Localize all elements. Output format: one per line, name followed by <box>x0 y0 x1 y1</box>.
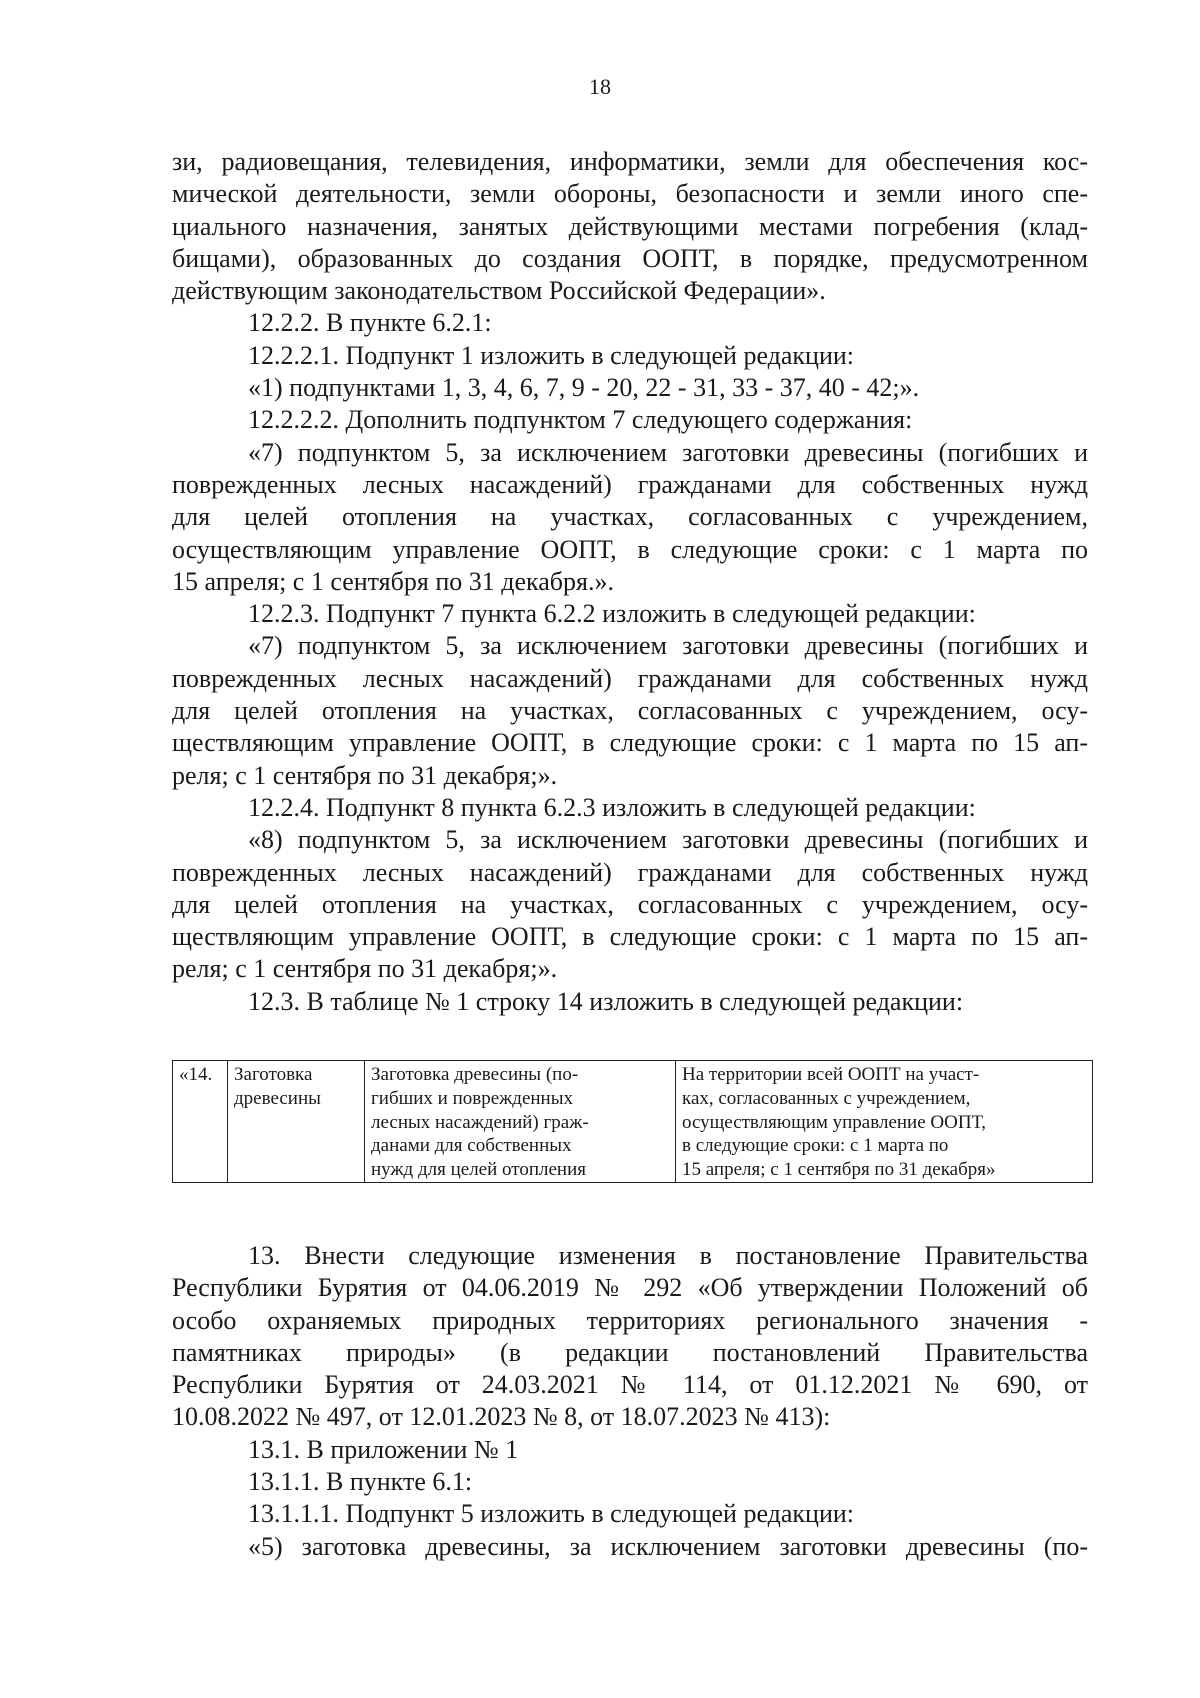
text-line: ществляющим управление ООПТ, в следующие сроки: с 1 марта по 15 ап- <box>172 922 1088 952</box>
text-line: поврежденных лесных насаждений) гражданами для собственных нужд <box>172 857 1088 887</box>
text-line: 13.1.1. В пункте 6.1: <box>248 1467 473 1497</box>
text-line: действующим законодательством Российской Федерации». <box>172 276 826 306</box>
text-line: 12.2.3. Подпункт 7 пункта 6.2.2 изложить в следующей редакции: <box>248 599 976 629</box>
text-line: 12.2.2. В пункте 6.2.1: <box>248 308 492 338</box>
page-number: 18 <box>589 74 611 99</box>
text-line: «8) подпунктом 5, за исключением заготовки древесины (погибших и <box>248 825 1088 855</box>
text-line: 15 апреля; с 1 сентября по 31 декабря.». <box>172 566 614 596</box>
text-line: зи, радиовещания, телевидения, информатики, земли для обеспечения кос- <box>172 147 1088 176</box>
text-line: «1) подпунктами 1, 3, 4, 6, 7, 9 - 20, 22 - 31, 33 - 37, 40 - 42;». <box>248 373 920 403</box>
text-line: 12.2.4. Подпункт 8 пункта 6.2.3 изложить в следующей редакции: <box>248 792 976 822</box>
text-line: 13.1. В приложении № 1 <box>248 1434 519 1464</box>
body-text-top <box>172 146 1088 1018</box>
text-line: осуществляющим управление ООПТ, в следующие сроки: с 1 марта по <box>172 534 1088 564</box>
text-line: 13. Внести следующие изменения в постановление Правительства <box>248 1241 1088 1270</box>
text-line: «5) заготовка древесины, за исключением заготовки древесины (по- <box>248 1531 1088 1561</box>
table-cell-description: Заготовка древесины (по- гибших и поврежденных лесных насаждений) граж- данами для собственных нужд для целей отопления <box>365 1061 676 1183</box>
text-line: поврежденных лесных насаждений) гражданами для собственных нужд <box>172 663 1088 693</box>
text-line: поврежденных лесных насаждений) гражданами для собственных нужд <box>172 469 1088 499</box>
table-cell-conditions: На территории всей ООПТ на участ- ках, согласованных с учреждением, осуществляющим управление ООПТ, в следующие сроки: с 1 марта по 15 апреля; с 1 сентября по 31 декабря» <box>676 1061 1093 1183</box>
text-line: для целей отопления на участках, согласованных с учреждением, осу- <box>172 889 1088 919</box>
text-line: памятниках природы» (в редакции постановлений Правительства <box>172 1337 1088 1367</box>
table-row <box>173 1061 1093 1183</box>
text-line: особо охраняемых природных территориях регионального значения - <box>172 1305 1088 1335</box>
text-line: ществляющим управление ООПТ, в следующие сроки: с 1 марта по 15 ап- <box>172 728 1088 758</box>
text-line: «7) подпунктом 5, за исключением заготовки древесины (погибших и <box>248 631 1088 661</box>
text-line: мической деятельности, земли обороны, безопасности и земли иного спе- <box>172 179 1088 209</box>
amendment-table <box>172 1060 1093 1183</box>
body-text-bottom <box>172 1240 1088 1563</box>
table-cell-row-number: «14. <box>173 1061 228 1183</box>
text-line: 13.1.1.1. Подпункт 5 изложить в следующей редакции: <box>248 1499 855 1529</box>
text-line: «7) подпунктом 5, за исключением заготовки древесины (погибших и <box>248 437 1088 467</box>
text-line: реля; с 1 сентября по 31 декабря;». <box>172 760 558 790</box>
text-line: циального назначения, занятых действующими местами погребения (клад- <box>172 211 1088 241</box>
text-line: для целей отопления на участках, согласованных с учреждением, осу- <box>172 696 1088 726</box>
text-line: для целей отопления на участках, согласованных с учреждением, <box>172 502 1088 532</box>
text-line: Республики Бурятия от 04.06.2019 № 292 «Об утверждении Положений об <box>172 1273 1088 1303</box>
text-line: 12.2.2.1. Подпункт 1 изложить в следующей редакции: <box>248 340 855 370</box>
text-line: 12.2.2.2. Дополнить подпунктом 7 следующего содержания: <box>248 405 913 435</box>
text-line: 10.08.2022 № 497, от 12.01.2023 № 8, от 18.07.2023 № 413): <box>172 1402 831 1432</box>
text-line: Республики Бурятия от 24.03.2021 № 114, от 01.12.2021 № 690, от <box>172 1370 1088 1400</box>
text-line: 12.3. В таблице № 1 строку 14 изложить в следующей редакции: <box>248 986 964 1016</box>
table-cell-activity: Заготовка древесины <box>228 1061 365 1183</box>
text-line: бищами), образованных до создания ООПТ, в порядке, предусмотренном <box>172 243 1088 273</box>
text-line: реля; с 1 сентября по 31 декабря;». <box>172 954 558 984</box>
